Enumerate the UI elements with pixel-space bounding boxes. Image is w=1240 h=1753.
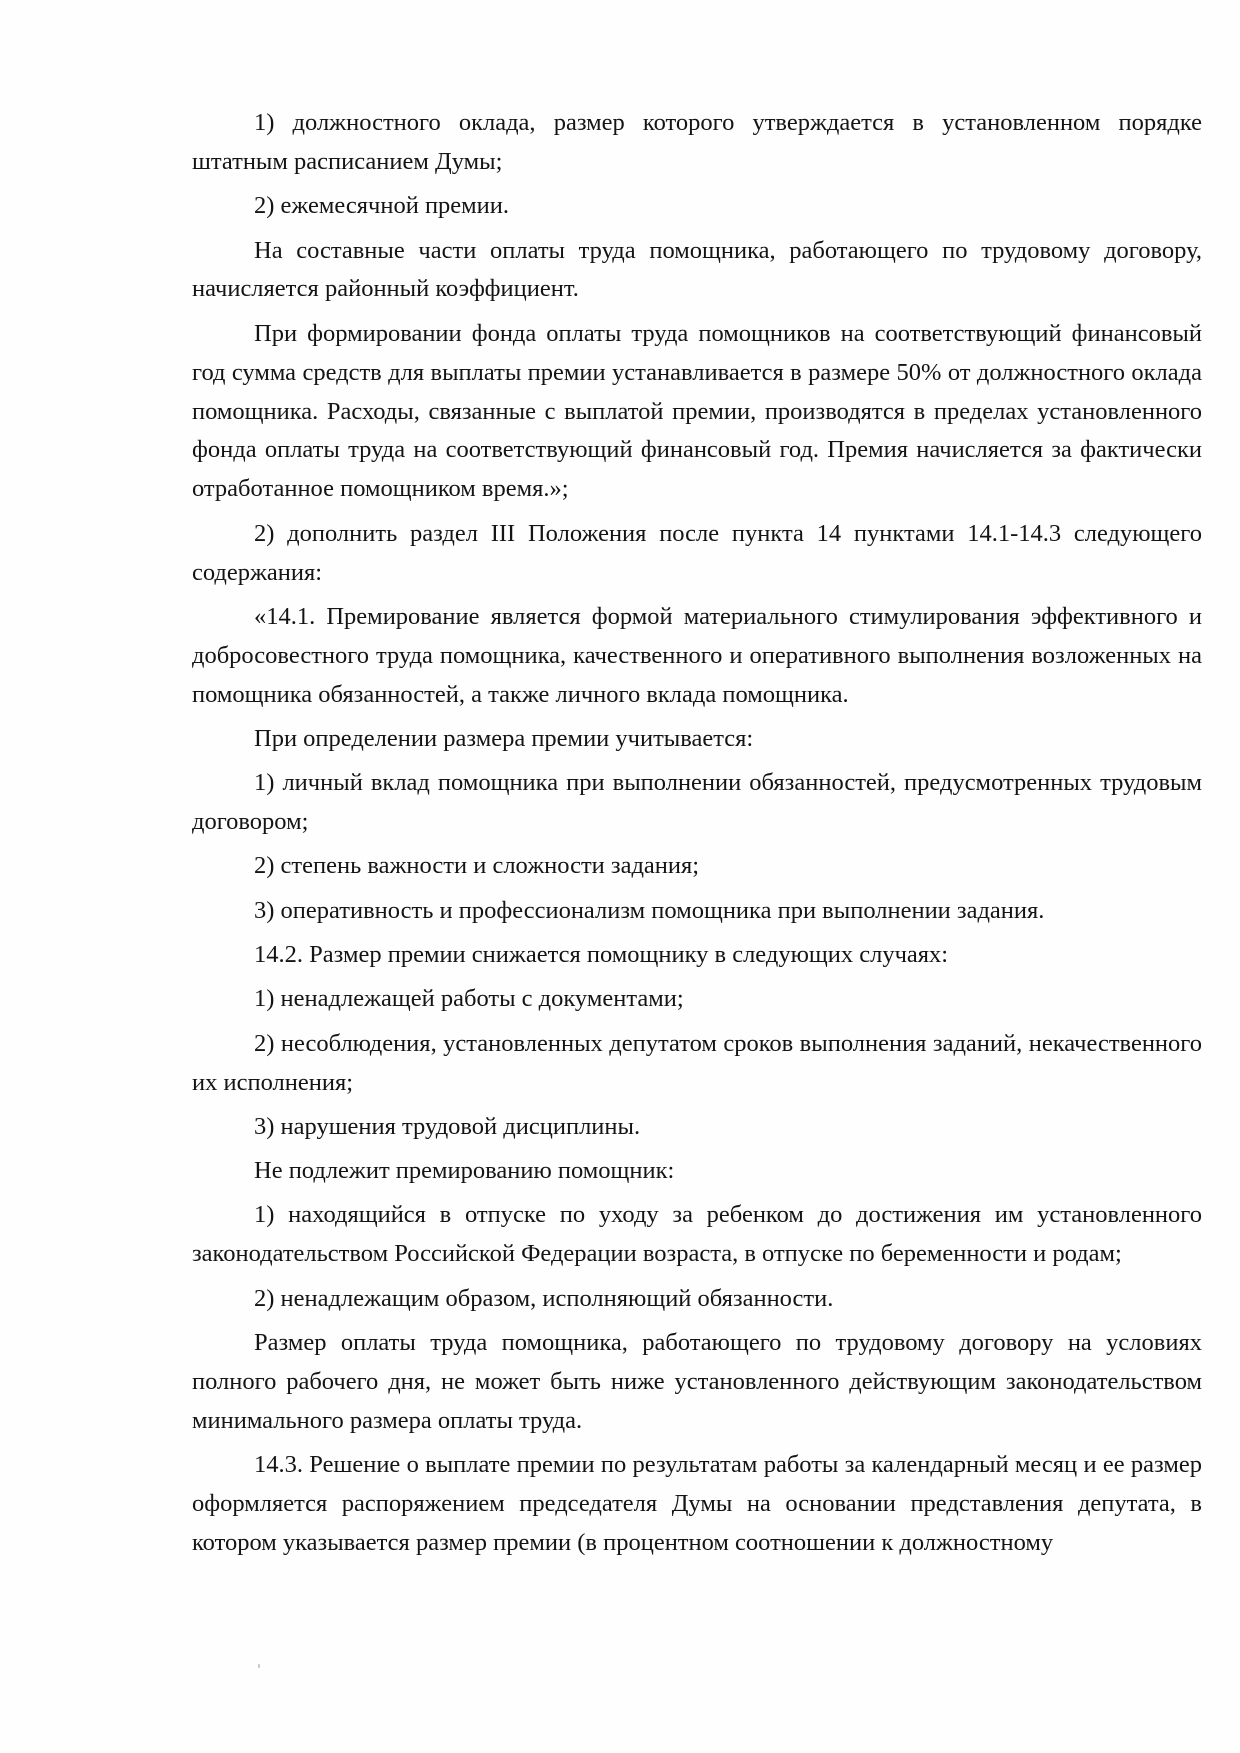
paragraph-reduction-2: 2) несоблюдения, установленных депутатом сроков выполнения заданий, некачественного их исполнения; [192,1029,1202,1096]
paragraph-clause-14-2: 14.2. Размер премии снижается помощнику в следующих случаях: [254,941,949,969]
paragraph-clause-14-3: 14.3. Решение о выплате премии по результатам работы за календарный месяц и ее размер оформляется распоряжением председателя Думы на основании представления депутата, в котором указывается размер премии (в процентном соотношении к должностному [192,1451,1202,1556]
paragraph-bonus-item: 2) ежемесячной премии. [254,192,510,220]
paragraph-minimum-wage: Размер оплаты труда помощника, работающего по трудовому договору на условиях полного рабочего дня, не может быть ниже установленного действующим законодательством минимального размера оплаты труда. [192,1328,1202,1434]
paragraph-criterion-1: 1) личный вклад помощника при выполнении обязанностей, предусмотренных трудовым договором; [192,769,1202,836]
paragraph-reduction-1: 1) ненадлежащей работы с документами; [254,985,684,1013]
paragraph-salary-item: 1) должностного оклада, размер которого утверждается в установленном порядке штатным расписанием Думы; [192,109,1202,175]
document-body [192,104,1202,1563]
paragraph-reduction-3: 3) нарушения трудовой дисциплины. [254,1112,641,1140]
paragraph-exclusion-2: 2) ненадлежащим образом, исполняющий обязанности. [254,1284,834,1312]
paragraph-wage-fund: При формировании фонда оплаты труда помощников на соответствующий финансовый год сумма средств для выплаты премии устанавливается в размере 50% от должностного оклада помощника. Расходы, связанные с выплатой премии, производятся в пределах установленного фонда оплаты труда на соответствующий финансовый год. Премия начисляется за фактически отработанное помощником время.»; [192,319,1202,503]
scan-artifact [258,1664,260,1668]
paragraph-regional-coefficient: На составные части оплаты труда помощника, работающего по трудовому договору, начисляется районный коэффициент. [192,236,1202,303]
paragraph-exclusion-intro: Не подлежит премированию помощник: [254,1157,675,1185]
paragraph-amend-section: 2) дополнить раздел III Положения после пункта 14 пунктами 14.1-14.3 следующего содержания: [192,519,1202,586]
paragraph-clause-14-1: «14.1. Премирование является формой материального стимулирования эффективного и добросовестного труда помощника, качественного и оперативного выполнения возложенных на помощника обязанностей, а также личного вклада помощника. [192,602,1202,708]
paragraph-bonus-criteria-intro: При определении размера премии учитывается: [254,724,754,752]
paragraph-criterion-3: 3) оперативность и профессионализм помощника при выполнении задания. [254,896,1045,924]
paragraph-exclusion-1: 1) находящийся в отпуске по уходу за ребенком до достижения им установленного законодательством Российской Федерации возраста, в отпуске по беременности и родам; [192,1201,1202,1268]
paragraph-criterion-2: 2) степень важности и сложности задания; [254,852,700,880]
